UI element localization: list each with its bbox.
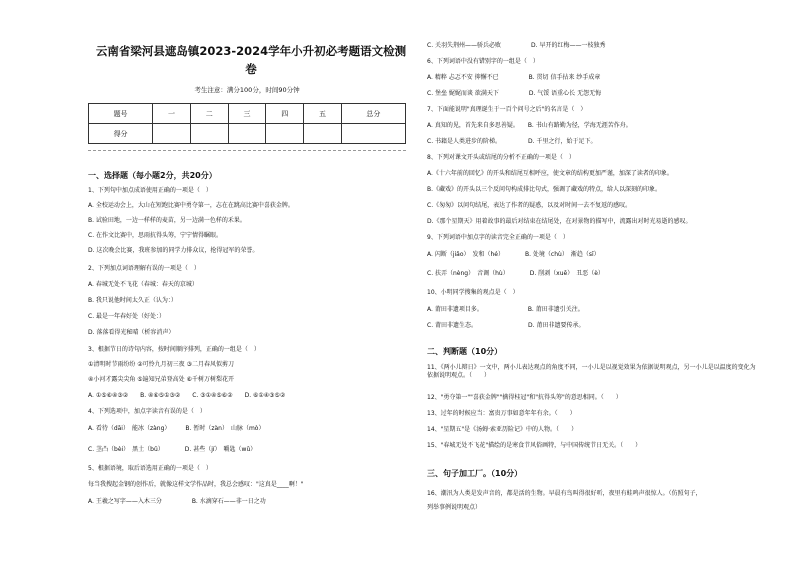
option-line: D. 这次晚会比赛，我班参加的同学力排众议，抢得冠军的荣誉。 <box>88 247 259 254</box>
option-line: C. 堡垒 娓娓而谈 欲满天下 D. 气馁 语重心长 无怨无悔 <box>427 90 602 97</box>
header-cell: 五 <box>304 104 342 124</box>
option-line: D.《那个星期天》用着故事的最后对结束在结尾处，在对景物的描写中，流露出对时光易逝的感叹。 <box>427 218 692 225</box>
question-line: 9、下列词语中加点字的读音完全正确的一项是（ ） <box>427 234 569 241</box>
header-cell: 总分 <box>341 104 405 124</box>
option-line: A. 闪断（jiǎo） 发和（hé） B. 处境（chù） 渐趋（sī） <box>427 251 600 258</box>
option-line: C. 最是一年春好处（好处：） <box>88 313 166 320</box>
option-line: A. 王羲之写字——入木三分 B. 水滴穿石——非一日之功 <box>88 498 266 505</box>
divider <box>88 150 406 151</box>
question-line: 列举事例说明观点） <box>427 504 482 511</box>
score-cell <box>190 124 228 144</box>
question-line: 3、根据节日的诗句内容，按时间顺序排列，正确的一组是（ ） <box>88 346 260 353</box>
option-line: A. 真知的见，首先来自多思善疑。 B. 书山有路勤为径，学海无涯苦作舟。 <box>427 122 632 129</box>
section-heading: 三、句子加工厂。（10分） <box>427 469 523 478</box>
question-line: 10、小明同学搜集的观点是（ ） <box>427 289 519 296</box>
question-line: 8、下列对课文开头或结尾的分析不正确的一项是（ ） <box>427 154 575 161</box>
question-line: 6、下列词语中没有错别字的一组是（ ） <box>427 58 539 65</box>
option-line: C.《匆匆》以问句结尾，表达了作者的疑惑，以及对时间一去不复返的感叹。 <box>427 202 632 209</box>
option-line: C. 在作文比赛中，思雨抗得头筹，宁宁情得瞩眼。 <box>88 232 223 239</box>
header-cell: 二 <box>190 104 228 124</box>
option-line: D. 落落看得光秘晴（析容消声） <box>88 329 175 336</box>
question-line: 5、根据语境，取后语选用正确的一项是（ ） <box>88 465 212 472</box>
score-cell <box>304 124 342 144</box>
option-line: C. 茎凸（bèi） 黑土（bǔ） D. 甚些（jí） 嚼匙（wǔ） <box>88 446 257 453</box>
question-line: 7、下面能说明"真理诞生于一百个问号之后"的名言是（ ） <box>427 106 587 113</box>
option-line: ④小河才露尖尖角 ⑤遍知兄弟登高处 ⑥千树万树梨花开 <box>88 376 234 383</box>
header-cell: 四 <box>266 104 304 124</box>
option-line: C. 莆田非遗生态。 D. 莆田非遗要传承。 <box>427 322 585 329</box>
section-heading: 一、选择题（每小题2分，共20分） <box>88 171 217 180</box>
question-line: 2、下列加点词语理解有误的一项是（ ） <box>88 265 200 272</box>
score-header-row <box>89 104 406 124</box>
exam-note: 考生注意：满分100分，时间90分钟 <box>194 86 300 94</box>
option-line: B.《藏戏》的开头以三个反问句构成排比句式，强调了藏戏的特点，给人以深刻的印象。 <box>427 186 662 193</box>
option-line: A. 春城无处不飞花（春城：春天的京城） <box>88 281 198 288</box>
page-title: 云南省梁河县遮岛镇2023-2024学年小升初必考题语文检测卷 <box>95 44 407 76</box>
option-line: A. 看待（dāi） 能冰（zàng） B. 暂时（zàn） 山脉（mò） <box>88 425 265 432</box>
row-label: 得分 <box>89 124 153 144</box>
question-line: 1、下列句中加点成语使用正确的一项是（ ） <box>88 187 212 194</box>
question-line: 15、"春城无处不飞花"描绘的是寒食节风俗画特，与中国传统节日无关。（ ） <box>427 442 642 449</box>
option-line: ①清明时节雨纷纷 ②可怜九月初三夜 ③二月春风似剪刀 <box>88 361 234 368</box>
option-line: A. ①⑤⑥④③② B. ④⑥⑤①③② C. ③①④⑤⑥② D. ⑥①④③⑤② <box>88 392 286 399</box>
question-line: 11、《两小儿辩日》一文中，两小儿表达观点的角度不同，一小儿是以视觉效果为依据说明观点，另一小儿是以温度的变化为依据说明观点。（ ） <box>427 364 756 379</box>
score-row <box>89 124 406 144</box>
option-line: A. 莆田非遗项目多。 B. 莆田非遗引关注。 <box>427 306 584 313</box>
section-heading: 二、判断题（10分） <box>427 347 503 356</box>
option-line: C. 关羽失荆州——骄兵必败 D. 早开的红梅——一枝独秀 <box>427 42 606 49</box>
question-line: 4、下列选项中，加点字读音有误的是（ ） <box>88 408 206 415</box>
option-line: C. 扶弄（nèng） 音调（hù） D. 削剥（xuē） 丑恶（è） <box>427 270 604 277</box>
header-cell: 题号 <box>89 104 153 124</box>
option-line: C. 书籍是人类进步的阶梯。 D. 千里之行，始于足下。 <box>427 138 597 145</box>
score-cell <box>228 124 266 144</box>
option-line: B. 试验田地，一边一样样的麦苗，另一边满一色样的禾果。 <box>88 217 246 224</box>
option-line: A.《十六年前的回忆》的开头和结尾互相呼应，使文章的结构更加严谨，加深了读者的印象。 <box>427 170 673 177</box>
score-table <box>88 103 406 144</box>
score-cell <box>266 124 304 144</box>
header-cell: 三 <box>228 104 266 124</box>
score-cell <box>341 124 405 144</box>
option-line: B. 我只说他时间太久正（认为：） <box>88 297 177 304</box>
question-line: 每当我搜起金钢的创作后，就像这样文学作品时，我总会感叹："这真是____啊！" <box>88 481 304 488</box>
question-line: 12、"勇夺第一""喜获金牌""擒得桂冠"和"抗得头筹"的意思相同。（ ） <box>427 394 622 401</box>
question-line: 13、过年的时候应当：富贵万事如意年年有余。（ ） <box>427 410 576 417</box>
option-line: A. 精粹 忐忑不安 抑懈不已 B. 贯切 信手拈来 纱手成章 <box>427 74 601 81</box>
score-cell <box>153 124 191 144</box>
option-line: A. 全校运动会上，大山在短跑比赛中勇夺第一，志在在跳高比赛中喜获金牌。 <box>88 202 294 209</box>
question-line: 14、"星期五"是《汤姆·索亚历险记》中的人物。（ ） <box>427 426 578 433</box>
header-cell: 一 <box>153 104 191 124</box>
question-line: 16、潮汛为人类是发声音的，都是活的生物。早晨有鸟叫得很好听，夜里有蛙鸣声很惊人。（仿照句子， <box>427 490 702 497</box>
